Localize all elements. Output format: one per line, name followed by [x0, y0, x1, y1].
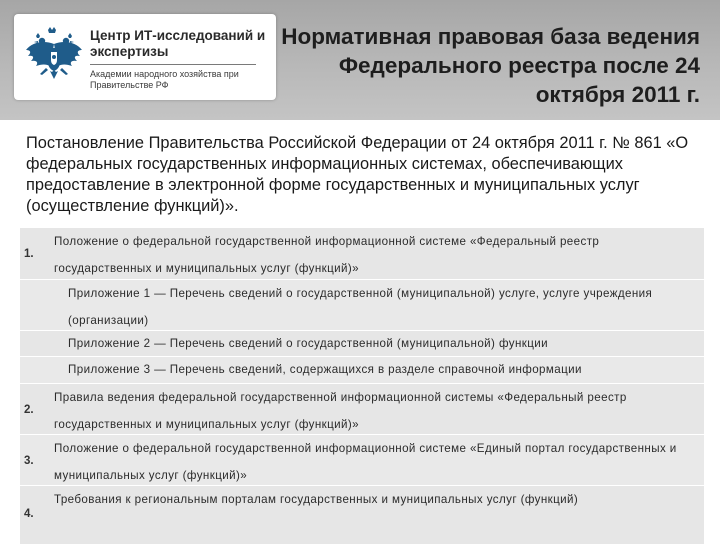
left-margin — [0, 227, 20, 540]
right-margin — [706, 120, 720, 540]
item-number: 1. — [24, 248, 34, 260]
item-text: Требования к региональным порталам государственных и муниципальных услуг (функций) — [54, 493, 579, 506]
logo-divider — [90, 64, 256, 65]
item-text: Положение о федеральной государственной информационной системе «Федеральный реестр государственных и муниципальных услуг (функций)» — [54, 235, 600, 275]
slide-title: Нормативная правовая база ведения Федерального реестра после 24 октября 2011 г. — [281, 24, 700, 107]
logo-subtitle: Академии народного хозяйства при Правительстве РФ — [90, 69, 239, 90]
double-headed-eagle-icon — [24, 26, 84, 88]
document-list — [20, 227, 704, 544]
item-text: Приложение 2 — Перечень сведений о государственной (муниципальной) функции — [68, 337, 549, 350]
decree-text: Постановление Правительства Российской Федерации от 24 октября 2011 г. № 861 «О федеральных государственных информационных системах, обеспечивающих предоставление в электронной форме государственных и муниципальных услуг (осуществление функций)». — [26, 134, 689, 215]
item-number: 2. — [24, 404, 34, 416]
list-item — [20, 485, 704, 544]
decree-block — [0, 120, 720, 230]
list-item — [20, 434, 704, 485]
item-text: Приложение 1 — Перечень сведений о государственной (муниципальной) услуге, услуге учреждения (организации) — [68, 287, 653, 327]
logo-card — [14, 14, 276, 100]
item-number: 3. — [24, 455, 34, 467]
list-item — [20, 383, 704, 434]
item-text: Положение о федеральной государственной информационной системе «Единый портал государственных и муниципальных услуг (функций)» — [54, 442, 677, 482]
item-text: Правила ведения федеральной государственной информационной системы «Федеральный реестр государственных и муниципальных услуг (функций)» — [54, 391, 627, 431]
list-item-appendix — [20, 279, 704, 330]
item-number: 4. — [24, 508, 34, 520]
list-item-appendix — [20, 356, 704, 383]
list-item — [20, 227, 704, 279]
logo-title: Центр ИТ-исследований и экспертизы — [90, 28, 266, 59]
slide-header — [0, 0, 720, 120]
list-item-appendix — [20, 330, 704, 356]
item-text: Приложение 3 — Перечень сведений, содержащихся в разделе справочной информации — [68, 363, 582, 376]
